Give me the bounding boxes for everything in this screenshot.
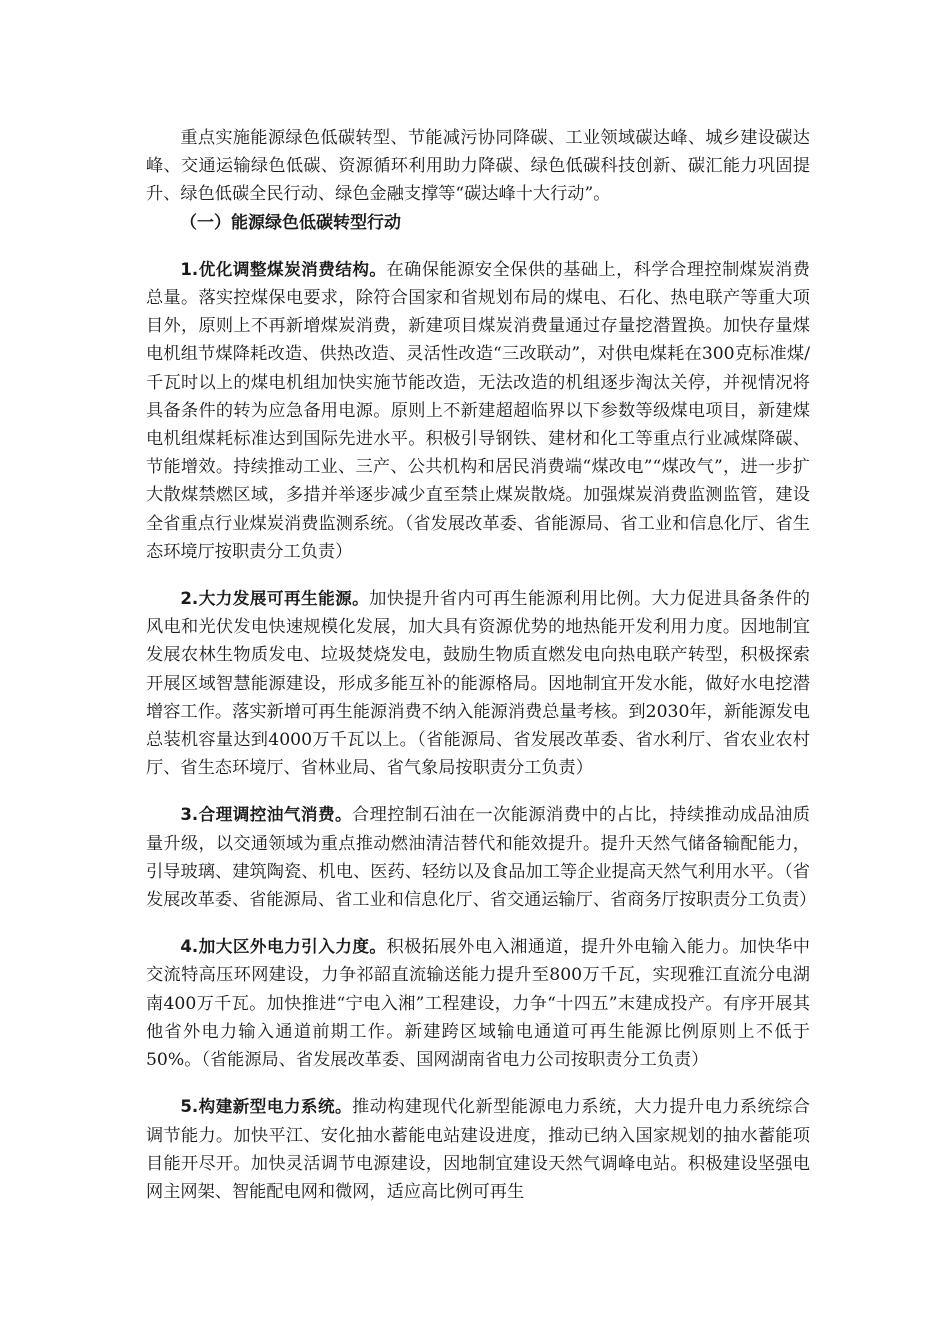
item-body: 在确保能源安全保供的基础上，科学合理控制煤炭消费总量。落实控煤保电要求，除符合国家和省规划布局的煤电、石化、热电联产等重大项目外，原则上不再新增煤炭消费，新建项目煤炭消费量通过存量挖潜置换。加快存量煤电机组节煤降耗改造、供热改造、灵活性改造“三改联动”，对供电煤耗在300克标准煤/千瓦时以上的煤电机组加快实施节能改造，无法改造的机组逐步淘汰关停，并视情况将具备条件的转为应急备用电源。原则上不新建超超临界以下参数等级煤电项目，新建煤电机组煤耗标准达到国际先进水平。积极引导钢铁、建材和化工等重点行业减煤降碳、节能增效。持续推动工业、三产、公共机构和居民消费端“煤改电”“煤改气”，进一步扩大散煤禁燃区域，多措并举逐步减少直至禁止煤炭散烧。加强煤炭消费监测监管，建设全省重点行业煤炭消费监测系统。（省发展改革委、省能源局、省工业和信息化厅、省生态环境厅按职责分工负责） [146,259,810,562]
item-paragraph-3 [146,801,817,914]
intro-paragraph: 重点实施能源绿色低碳转型、节能减污协同降碳、工业领域碳达峰、城乡建设碳达峰、交通运输绿色低碳、资源循环利用助力降碳、绿色低碳科技创新、碳汇能力巩固提升、绿色低碳全民行动、绿色金融支撑等“碳达峰十大行动”。 [146,128,810,205]
item-paragraph-2 [146,585,810,782]
document-page [146,124,817,1206]
section-heading: （一）能源绿色低碳转型行动 [180,212,401,233]
item-body: 合理控制石油在一次能源消费中的占比，持续推动成品油质量升级，以交通领域为重点推动燃油清洁替代和能效提升。提升天然气储备输配能力，引导玻璃、建筑陶瓷、机电、医药、轻纺以及食品加工等企业提高天然气利用水平。（省发展改革委、省能源局、省工业和信息化厅、省交通运输厅、省商务厅按职责分工负责） [146,805,817,911]
item-paragraph-4 [146,933,810,1074]
item-title: 1.优化调整煤炭消费结构。 [180,259,387,279]
item-body: 积极拓展外电入湘通道，提升外电输入能力。加快华中交流特高压环网建设，力争祁韶直流输送能力提升至800万千瓦，实现雅江直流分电湖南400万千瓦。加快推进“宁电入湘”工程建设，力争“十四五”末建成投产。有序开展其他省外电力输入通道前期工作。新建跨区域输电通道可再生能源比例原则上不低于50%。（省能源局、省发展改革委、国网湖南省电力公司按职责分工负责） [146,937,810,1071]
item-title: 4.加大区外电力引入力度。 [180,937,387,957]
item-paragraph-1 [146,256,810,566]
item-body: 推动构建现代化新型能源电力系统，大力提升电力系统综合调节能力。加快平江、安化抽水蓄能电站建设进度，推动已纳入国家规划的抽水蓄能项目能开尽开。加快灵活调节电源建设，因地制宜建设天然气调峰电站。积极建设坚强电网主网架、智能配电网和微网，适应高比例可再生 [146,1097,810,1202]
item-title: 3.合理调控油气消费。 [180,805,353,825]
item-paragraph-5 [146,1093,810,1206]
item-title: 2.大力发展可再生能源。 [180,589,370,609]
item-title: 5.构建新型电力系统。 [180,1097,353,1117]
item-body: 加快提升省内可再生能源利用比例。大力促进具备条件的风电和光伏发电快速规模化发展，加大具有资源优势的地热能开发利用力度。因地制宜发展农林生物质发电、垃圾焚烧发电，鼓励生物质直燃发电向热电联产转型，积极探索开展区域智慧能源建设，形成多能互补的能源格局。因地制宜开发水能，做好水电挖潜增容工作。落实新增可再生能源消费不纳入能源消费总量考核。到2030年，新能源发电总装机容量达到4000万千瓦以上。（省能源局、省发展改革委、省水利厅、省农业农村厅、省生态环境厅、省林业局、省气象局按职责分工负责） [146,589,810,779]
